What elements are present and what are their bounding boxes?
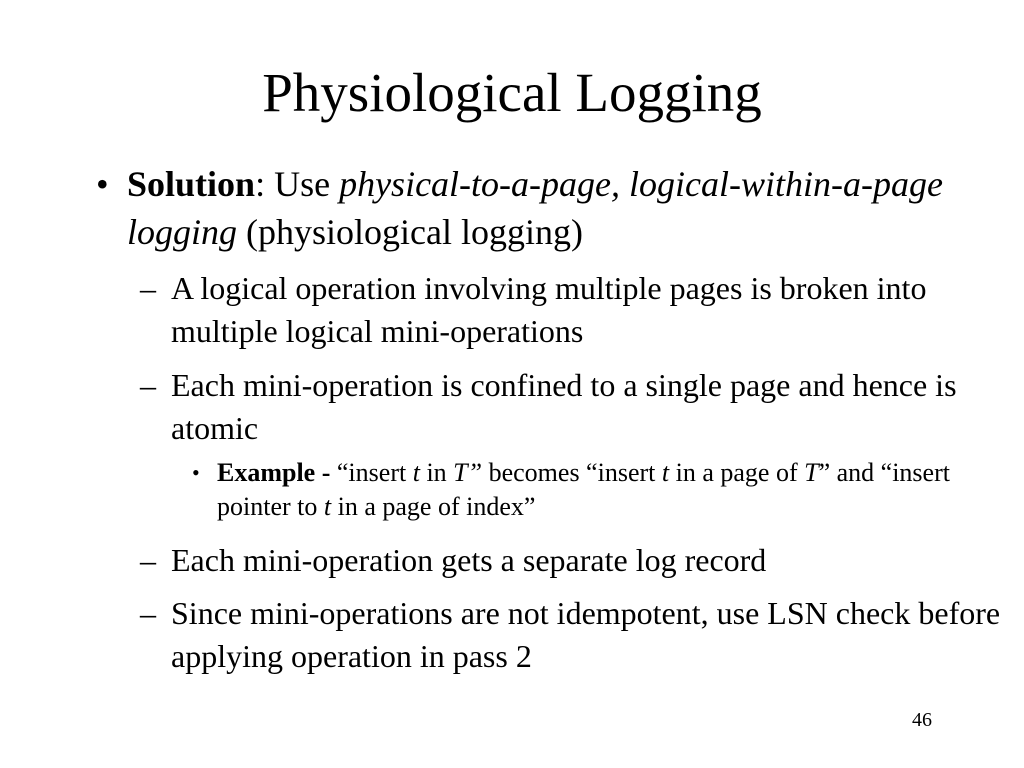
page-number: 46 — [912, 709, 932, 731]
main-bullet-text: Solution: Use physical-to-a-page, logical-within-a-page logging (physiological logging) — [127, 164, 943, 252]
dash-marker: – — [140, 270, 156, 306]
italic-phrase: physical-to-a-page, logical-within-a-page logging — [127, 164, 943, 252]
subpoint-text: Each mini-operation is confined to a single page and hence is atomic — [171, 367, 957, 446]
dash-marker: – — [140, 542, 156, 578]
example-text: Example - “insert t in T” becomes “insert t in a page of T” and “insert pointer to t in a page of index” — [217, 458, 950, 521]
example-label: Example - — [217, 458, 331, 487]
bullet-marker: • — [192, 460, 200, 485]
solution-label: Solution — [127, 164, 256, 204]
subpoint-text: Each mini-operation gets a separate log record — [171, 542, 767, 578]
subpoint-text: A logical operation involving multiple pages is broken into multiple logical mini-operations — [171, 270, 927, 349]
dash-marker: – — [140, 367, 156, 403]
bullet-marker: • — [96, 164, 109, 204]
subpoint-text: Since mini-operations are not idempotent, use LSN check before applying operation in pass 2 — [171, 595, 1001, 674]
dash-marker: – — [140, 595, 156, 631]
slide-title: Physiological Logging — [262, 62, 762, 123]
